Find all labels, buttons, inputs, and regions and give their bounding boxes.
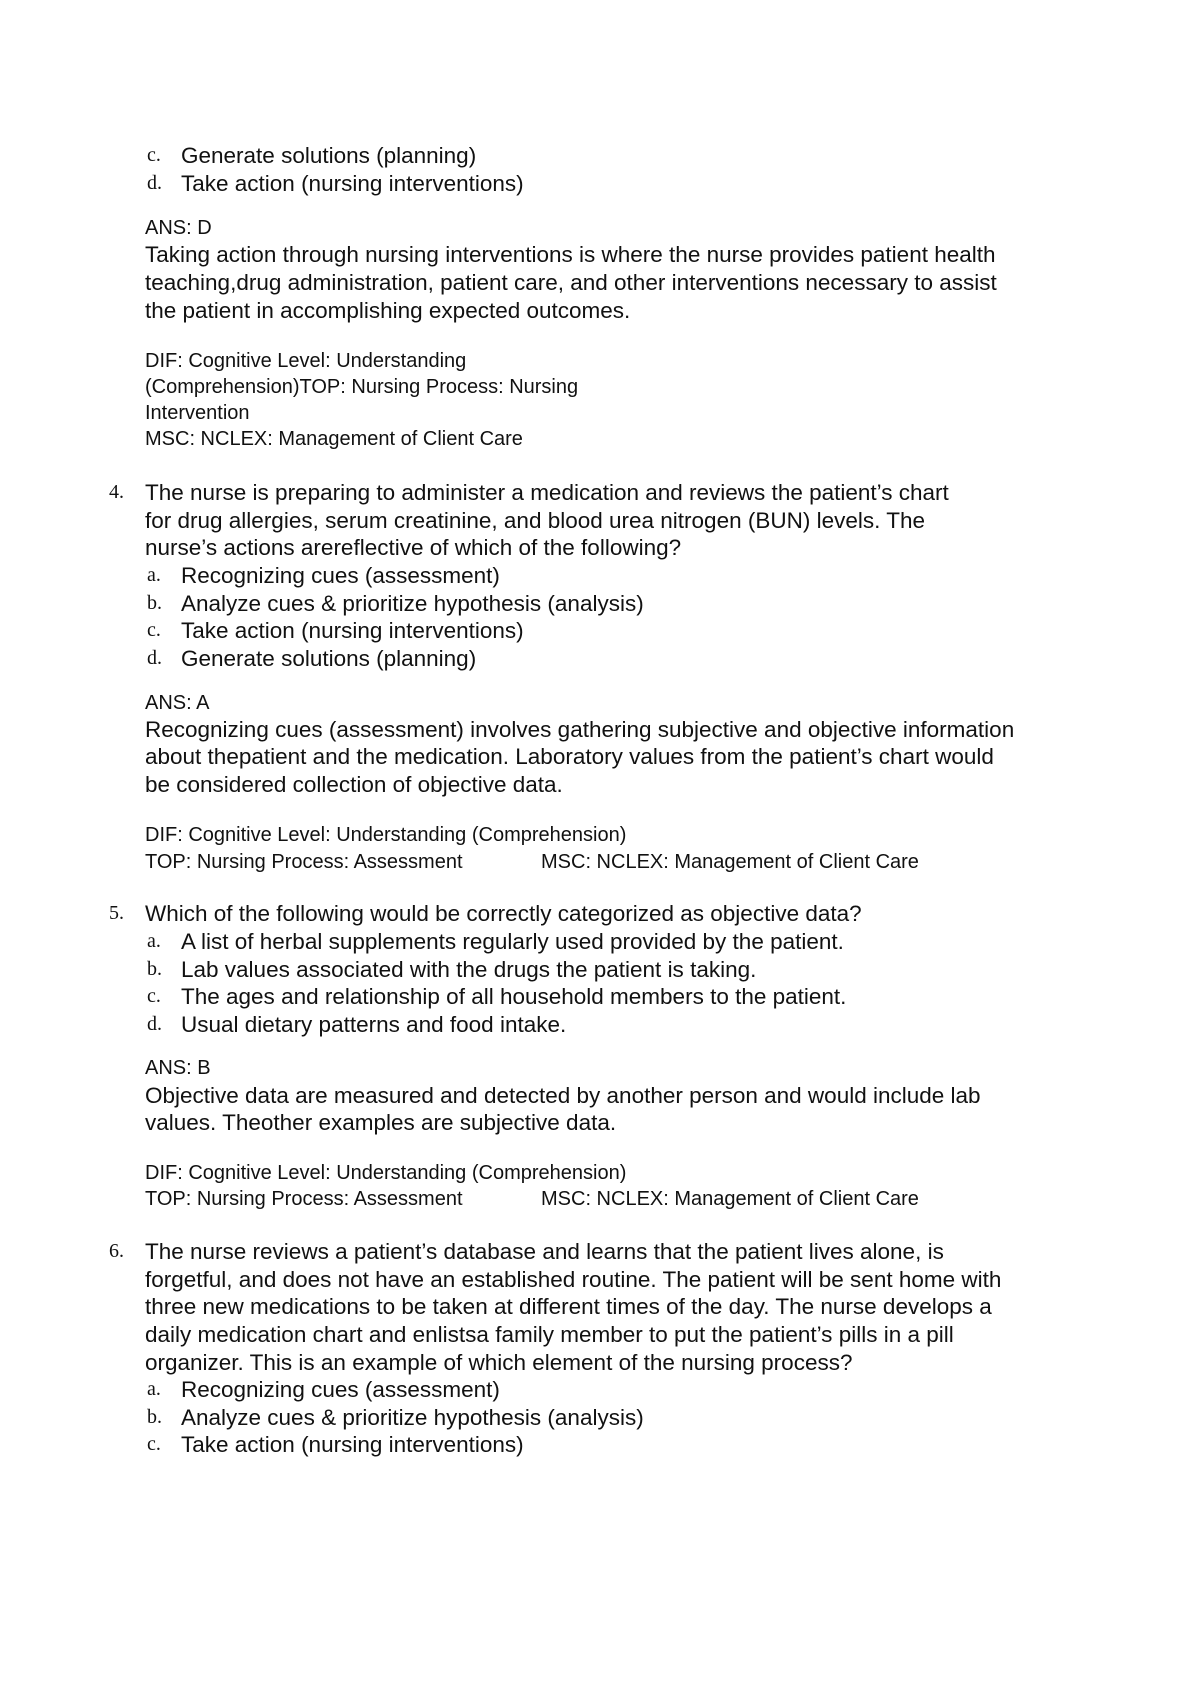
option-letter: d. bbox=[147, 1013, 162, 1035]
option-text: Take action (nursing interventions) bbox=[181, 1432, 524, 1457]
option-letter: c. bbox=[147, 144, 161, 166]
question-stem-line: daily medication chart and enlistsa family member to put the patient’s pills in a pill bbox=[145, 1322, 954, 1347]
option-text: The ages and relationship of all household members to the patient. bbox=[181, 984, 847, 1009]
meta-dif: DIF: Cognitive Level: Understanding (Comprehension) bbox=[145, 824, 627, 846]
meta-top: TOP: Nursing Process: Assessment bbox=[145, 851, 463, 873]
option-text: Usual dietary patterns and food intake. bbox=[181, 1012, 567, 1037]
question-stem-line: Which of the following would be correctly categorized as objective data? bbox=[145, 901, 862, 926]
option-text: Analyze cues & prioritize hypothesis (analysis) bbox=[181, 591, 644, 616]
question-stem-line: three new medications to be taken at different times of the day. The nurse develops a bbox=[145, 1294, 992, 1319]
question-stem-line: forgetful, and does not have an established routine. The patient will be sent home with bbox=[145, 1267, 1002, 1292]
question-stem-line: nurse’s actions arereflective of which of the following? bbox=[145, 535, 682, 560]
meta-line: (Comprehension)TOP: Nursing Process: Nursing bbox=[145, 376, 579, 398]
answer-label: ANS: A bbox=[145, 692, 210, 714]
question-number: 4. bbox=[109, 481, 124, 503]
question-number: 5. bbox=[109, 902, 124, 924]
rationale-line: Taking action through nursing interventions is where the nurse provides patient health bbox=[145, 242, 996, 267]
meta-line: Intervention bbox=[145, 402, 250, 424]
meta-msc: MSC: NCLEX: Management of Client Care bbox=[541, 851, 919, 873]
option-letter: d. bbox=[147, 647, 162, 669]
question-stem-line: organizer. This is an example of which element of the nursing process? bbox=[145, 1350, 853, 1375]
answer-label: ANS: D bbox=[145, 217, 212, 239]
option-letter: b. bbox=[147, 1406, 162, 1428]
option-text: Generate solutions (planning) bbox=[181, 646, 477, 671]
option-text: A list of herbal supplements regularly used provided by the patient. bbox=[181, 929, 844, 954]
question-stem-line: The nurse is preparing to administer a medication and reviews the patient’s chart bbox=[145, 480, 949, 505]
option-letter: c. bbox=[147, 985, 161, 1007]
option-text: Recognizing cues (assessment) bbox=[181, 563, 500, 588]
rationale-line: about thepatient and the medication. Laboratory values from the patient’s chart would bbox=[145, 744, 994, 769]
option-letter: a. bbox=[147, 1378, 161, 1400]
question-stem-line: for drug allergies, serum creatinine, and blood urea nitrogen (BUN) levels. The bbox=[145, 508, 925, 533]
option-letter: c. bbox=[147, 1433, 161, 1455]
option-text: Analyze cues & prioritize hypothesis (analysis) bbox=[181, 1405, 644, 1430]
option-text: Take action (nursing interventions) bbox=[181, 171, 524, 196]
rationale-line: Objective data are measured and detected by another person and would include lab bbox=[145, 1083, 981, 1108]
rationale-line: the patient in accomplishing expected outcomes. bbox=[145, 298, 631, 323]
option-text: Recognizing cues (assessment) bbox=[181, 1377, 500, 1402]
rationale-line: values. Theother examples are subjective data. bbox=[145, 1110, 617, 1135]
option-letter: a. bbox=[147, 930, 161, 952]
meta-msc: MSC: NCLEX: Management of Client Care bbox=[541, 1188, 919, 1210]
meta-top: TOP: Nursing Process: Assessment bbox=[145, 1188, 463, 1210]
option-letter: c. bbox=[147, 619, 161, 641]
rationale-line: Recognizing cues (assessment) involves gathering subjective and objective information bbox=[145, 717, 1015, 742]
rationale-line: be considered collection of objective data. bbox=[145, 772, 563, 797]
option-letter: a. bbox=[147, 564, 161, 586]
option-text: Take action (nursing interventions) bbox=[181, 618, 524, 643]
option-letter: b. bbox=[147, 958, 162, 980]
rationale-line: teaching,drug administration, patient care, and other interventions necessary to assist bbox=[145, 270, 997, 295]
question-stem-line: The nurse reviews a patient’s database and learns that the patient lives alone, is bbox=[145, 1239, 944, 1264]
option-text: Generate solutions (planning) bbox=[181, 143, 477, 168]
answer-label: ANS: B bbox=[145, 1057, 211, 1079]
question-number: 6. bbox=[109, 1240, 124, 1262]
meta-dif: DIF: Cognitive Level: Understanding (Comprehension) bbox=[145, 1162, 627, 1184]
option-letter: d. bbox=[147, 172, 162, 194]
meta-line: MSC: NCLEX: Management of Client Care bbox=[145, 428, 523, 450]
meta-line: DIF: Cognitive Level: Understanding bbox=[145, 350, 467, 372]
option-text: Lab values associated with the drugs the patient is taking. bbox=[181, 957, 757, 982]
option-letter: b. bbox=[147, 592, 162, 614]
